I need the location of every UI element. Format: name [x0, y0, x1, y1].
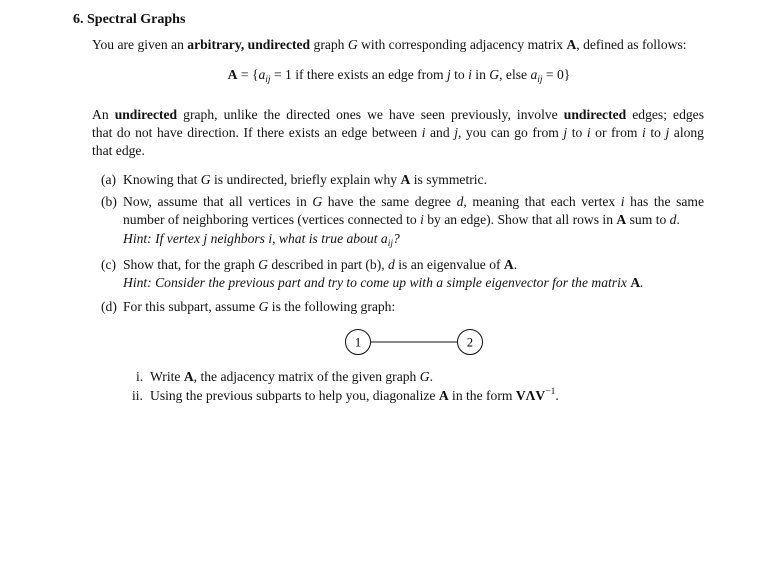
undirected-paragraph-line-3: that edge. — [92, 143, 145, 158]
part-b-line-2: number of neighboring vertices (vertices connected to i by an edge). Show that all rows in A sum to d. — [123, 212, 680, 227]
subpart-i-text: Write A, the adjacency matrix of the given graph G. — [150, 369, 433, 384]
part-b-line-1: Now, assume that all vertices in G have the same degree d, meaning that each vertex i has the same — [123, 194, 704, 209]
part-c-text: Show that, for the graph G described in part (b), d is an eigenvalue of A. — [123, 257, 518, 272]
undirected-paragraph-line-1: An undirected graph, unlike the directed ones we have seen previously, involve undirected edges; edges — [92, 107, 705, 122]
part-c-hint: Hint: Consider the previous part and try to come up with a simple eigenvector for the matrix A. — [123, 275, 644, 290]
part-b-label: (b) — [101, 194, 117, 209]
problem-heading — [73, 12, 185, 28]
adjacency-definition: $A = \{a_{ij} = 1$ if there exists an edge from j to i in G, else $a_{ij} = 0$} — [227, 67, 571, 85]
subpart-ii-label: ii. — [132, 388, 143, 403]
part-d-label: (d) — [101, 299, 117, 314]
part-a-text: Knowing that G is undirected, briefly explain why A is symmetric. — [123, 172, 487, 187]
problem-number: 6. — [73, 12, 84, 27]
undirected-paragraph-line-2: that do not have direction. If there exists an edge between i and j, you can go from j to i or from i to j along — [92, 125, 704, 140]
part-b-hint: Hint: If vertex j neighbors i, what is true about $a_{ij}$? — [123, 231, 400, 249]
part-d-text: For this subpart, assume G is the following graph: — [123, 299, 396, 314]
graph-node-2-label: 2 — [466, 335, 474, 350]
subpart-ii-text: Using the previous subparts to help you, diagonalize A in the form $V\Lambda V^{-1}$. — [150, 387, 559, 403]
intro-paragraph: You are given an arbitrary, undirected graph G with corresponding adjacency matrix A, defined as follows: — [92, 37, 687, 52]
graph-node-1-label: 1 — [354, 335, 362, 350]
part-a-label: (a) — [101, 172, 117, 187]
subpart-i-label: i. — [136, 369, 144, 384]
two-node-graph — [340, 324, 490, 360]
problem-title: Spectral Graphs — [87, 12, 186, 27]
part-c-label: (c) — [101, 257, 117, 272]
